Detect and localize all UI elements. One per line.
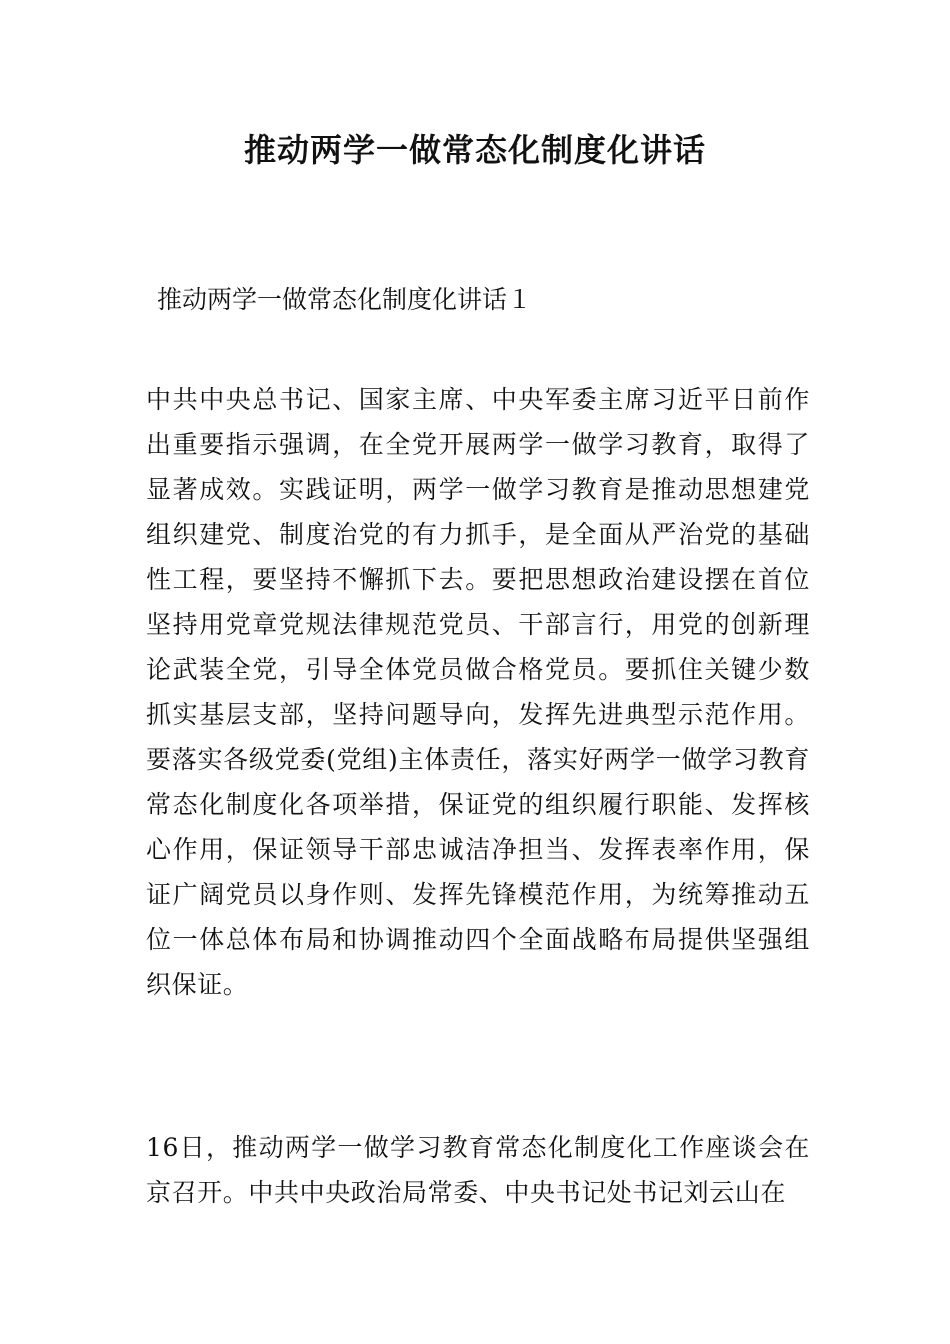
section-subtitle: 推动两学一做常态化制度化讲话１ [157,285,533,314]
body-paragraph-2: 16日，推动两学一做学习教育常态化制度化工作座谈会在京召开。中共中央政治局常委、中央书记处书记刘云山在 [146,1133,810,1207]
page-title: 推动两学一做常态化制度化讲话 [243,131,706,169]
body-paragraph-1: 中共中央总书记、国家主席、中央军委主席习近平日前作出重要指示强调，在全党开展两学一做学习教育，取得了显著成效。实践证明，两学一做学习教育是推动思想建党组织建党、制度治党的有力抓手，是全面从严治党的基础性工程，要坚持不懈抓下去。要把思想政治建设摆在首位坚持用党章党规法律规范党员、干部言行，用党的创新理论武装全党，引导全体党员做合格党员。要抓住关键少数抓实基层支部，坚持问题导向，发挥先进典型示范作用。要落实各级党委(党组)主体责任，落实好两学一做学习教育常态化制度化各项举措，保证党的组织履行职能、发挥核心作用，保证领导干部忠诚洁净担当、发挥表率作用，保证广阔党员以身作则、发挥先锋模范作用，为统筹推动五位一体总体布局和协调推动四个全面战略布局提供坚强组织保证。 [146,385,810,999]
